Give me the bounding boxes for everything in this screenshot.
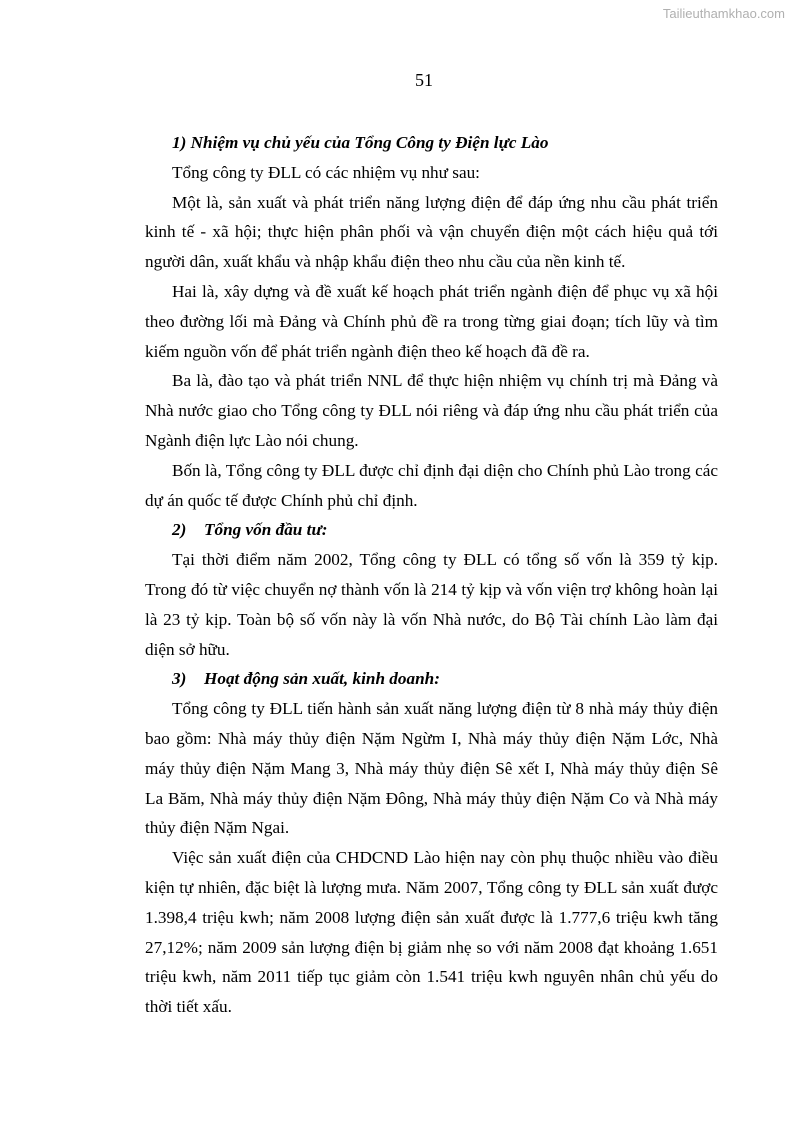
paragraph: Hai là, xây dựng và đề xuất kế hoạch phát triển ngành điện để phục vụ xã hội theo đường lối mà Đảng và Chính phủ đề ra trong từng giai đoạn; tích lũy và tìm kiếm nguồn vốn để phát triển ngành điện theo kế hoạch đã đề ra. <box>145 281 718 361</box>
paragraph: Một là, sản xuất và phát triển năng lượng điện để đáp ứng nhu cầu phát triển kinh tế - xã hội; thực hiện phân phối và vận chuyển điện một cách hiệu quả tới người dân, xuất khẩu và nhập khẩu điện theo nhu cầu của nền kinh tế. <box>145 192 718 272</box>
section-number: 2) <box>172 520 187 540</box>
section-number: 3) <box>172 669 187 689</box>
paragraph: Ba là, đào tạo và phát triển NNL để thực hiện nhiệm vụ chính trị mà Đảng và Nhà nước giao cho Tổng công ty ĐLL nói riêng và đáp ứng nhu cầu phát triển của Ngành điện lực Lào nói chung. <box>145 371 718 450</box>
paragraph: Tại thời điểm năm 2002, Tổng công ty ĐLL có tổng số vốn là 359 tỷ kịp. Trong đó từ việc chuyển nợ thành vốn là 214 tỷ kịp và vốn viện trợ không hoàn lại là 23 tỷ kịp. Toàn bộ số vốn này là vốn Nhà nước, do Bộ Tài chính Lào làm đại diện sở hữu. <box>145 550 718 659</box>
page-number: 51 <box>415 70 433 90</box>
paragraph: Việc sản xuất điện của CHDCND Lào hiện nay còn phụ thuộc nhiều vào điều kiện tự nhiên, đặc biệt là lượng mưa. Năm 2007, Tổng công ty ĐLL sản xuất được 1.398,4 triệu kwh; năm 2008 lượng điện sản xuất được là 1.777,6 triệu kwh tăng 27,12%; năm 2009 sản lượng điện bị giảm nhẹ so với năm 2008 đạt khoảng 1.651 triệu kwh, năm 2011 tiếp tục giảm còn 1.541 triệu kwh nguyên nhân chủ yếu do thời tiết xấu. <box>145 848 718 1017</box>
paragraph: Bốn là, Tổng công ty ĐLL được chỉ định đại diện cho Chính phủ Lào trong các dự án quốc tế được Chính phủ chỉ định. <box>145 460 718 510</box>
paragraph: Tổng công ty ĐLL tiến hành sản xuất năng lượng điện từ 8 nhà máy thủy điện bao gồm: Nhà máy thủy điện Nặm Ngừm I, Nhà máy thủy điện Nặm Lớc, Nhà máy thủy điện Nặm Mang 3, Nhà máy thủy điện Sê xết I, Nhà máy thủy điện Sê La Băm, Nhà máy thủy điện Nặm Đông, Nhà máy thủy điện Nặm Co và Nhà máy thủy điện Nặm Ngai. <box>145 699 718 838</box>
section-heading-1: 1) Nhiệm vụ chủ yếu của Tổng Công ty Điện lực Lào <box>172 133 549 152</box>
section-title: Hoạt động sản xuất, kinh doanh: <box>204 669 440 689</box>
watermark: Tailieuthamkhao.com <box>662 6 785 21</box>
section-heading-2 <box>145 515 718 545</box>
document-body <box>145 128 718 1022</box>
section-heading-3 <box>145 664 718 694</box>
paragraph: Tổng công ty ĐLL có các nhiệm vụ như sau: <box>172 162 480 182</box>
section-title: Tổng vốn đầu tư: <box>204 520 328 540</box>
